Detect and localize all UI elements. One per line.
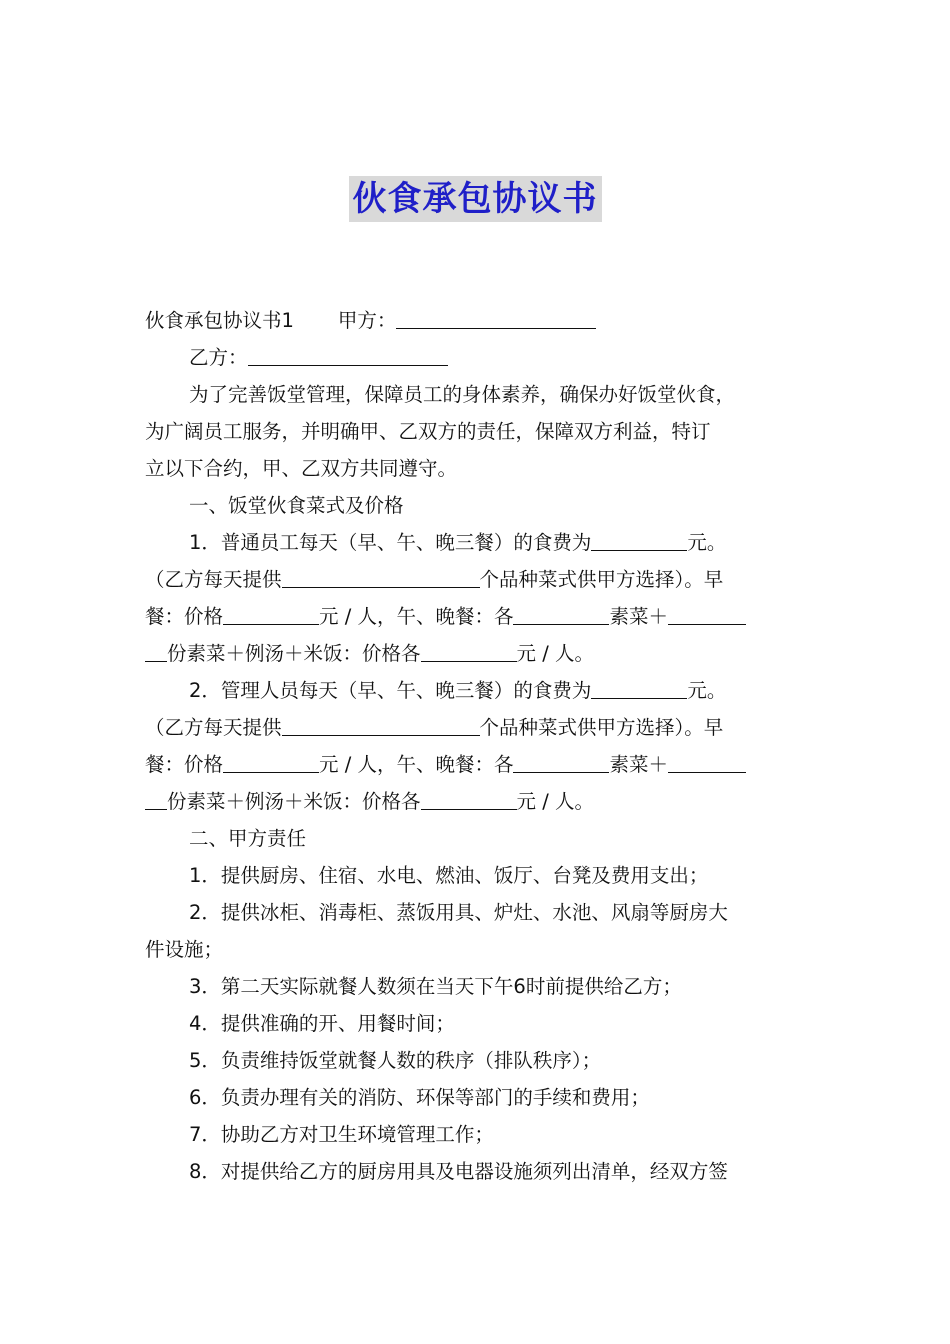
blank: [145, 789, 167, 810]
party-a-label: 甲方：: [337, 309, 397, 332]
text: （乙方每天提供: [145, 716, 282, 739]
blank: [513, 752, 609, 773]
text: 个品种菜式供甲方选择）。早: [479, 568, 724, 591]
section1-title: 一、饭堂伙食菜式及价格: [189, 494, 404, 517]
intro-line-2: 为广阔员工服务，并明确甲、乙双方的责任，保障双方利益，特订: [145, 420, 711, 443]
text: 元 / 人。: [516, 642, 594, 665]
s1-item2-line3: [145, 746, 810, 783]
blank: [591, 678, 687, 699]
text: 元。: [687, 531, 727, 554]
text: 素菜＋: [609, 605, 668, 628]
blank: [145, 641, 167, 662]
s1-item2-line4: [145, 783, 810, 820]
s2-item-5: 5．负责维持饭堂就餐人数的秩序（排队秩序）；: [189, 1049, 602, 1072]
s2-item-6: 6．负责办理有关的消防、环保等部门的手续和费用；: [189, 1086, 650, 1109]
s1-item2-line2: [145, 709, 810, 746]
s2-item-1: 1．提供厨房、住宿、水电、燃油、饭厅、台凳及费用支出；: [189, 864, 709, 887]
intro-line-1: 为了完善饭堂管理，保障员工的身体素养，确保办好饭堂伙食，: [189, 383, 736, 406]
text: 元 / 人，午、晚餐：各: [319, 753, 514, 776]
text: 素菜＋: [609, 753, 668, 776]
text: 元。: [687, 679, 727, 702]
blank: [513, 604, 609, 625]
blank: [282, 715, 480, 736]
text: 餐：价格: [145, 753, 224, 776]
title-area: [0, 176, 950, 222]
s1-item1-line3: [145, 598, 810, 635]
party-b-blank: [248, 345, 448, 366]
blank: [223, 604, 319, 625]
s2-item-4: 4．提供准确的开、用餐时间；: [189, 1012, 455, 1035]
party-b-label: 乙方：: [189, 346, 248, 369]
party-a-blank: [396, 308, 596, 329]
s2-item-8: 8．对提供给乙方的厨房用具及电器设施须列出清单，经双方签: [189, 1160, 728, 1183]
blank: [668, 752, 746, 773]
blank: [668, 604, 746, 625]
s1-item1-line4: [145, 635, 810, 672]
blank: [421, 789, 517, 810]
blank: [223, 752, 319, 773]
s2-item-7: 7．协助乙方对卫生环境管理工作；: [189, 1123, 494, 1146]
document-title: 伙食承包协议书: [349, 176, 602, 222]
text: 份素菜＋例汤＋米饭：价格各: [167, 790, 421, 813]
text: 个品种菜式供甲方选择）。早: [479, 716, 724, 739]
text: 餐：价格: [145, 605, 224, 628]
header-line: [145, 302, 810, 339]
text: （乙方每天提供: [145, 568, 282, 591]
text: 元 / 人，午、晚餐：各: [319, 605, 514, 628]
blank: [282, 567, 480, 588]
heading-label: 伙食承包协议书1: [145, 309, 294, 332]
intro-line-3: 立以下合约，甲、乙双方共同遵守。: [145, 457, 458, 480]
text: 1．普通员工每天（早、午、晚三餐）的食费为: [189, 531, 592, 554]
blank: [591, 530, 687, 551]
s2-item-2-cont: 件设施；: [145, 938, 224, 961]
s2-item-2: 2．提供冰柜、消毒柜、蒸饭用具、炉灶、水池、风扇等厨房大: [189, 901, 728, 924]
text: 元 / 人。: [516, 790, 594, 813]
s2-item-3: 3．第二天实际就餐人数须在当天下午6时前提供给乙方；: [189, 975, 682, 998]
section2-title: 二、甲方责任: [189, 827, 307, 850]
text: 2．管理人员每天（早、午、晚三餐）的食费为: [189, 679, 592, 702]
text: 份素菜＋例汤＋米饭：价格各: [167, 642, 421, 665]
party-b-line: [145, 339, 810, 376]
s1-item1-line1: [145, 524, 810, 561]
s1-item2-line1: [145, 672, 810, 709]
blank: [421, 641, 517, 662]
document-body: [145, 302, 810, 1190]
s1-item1-line2: [145, 561, 810, 598]
